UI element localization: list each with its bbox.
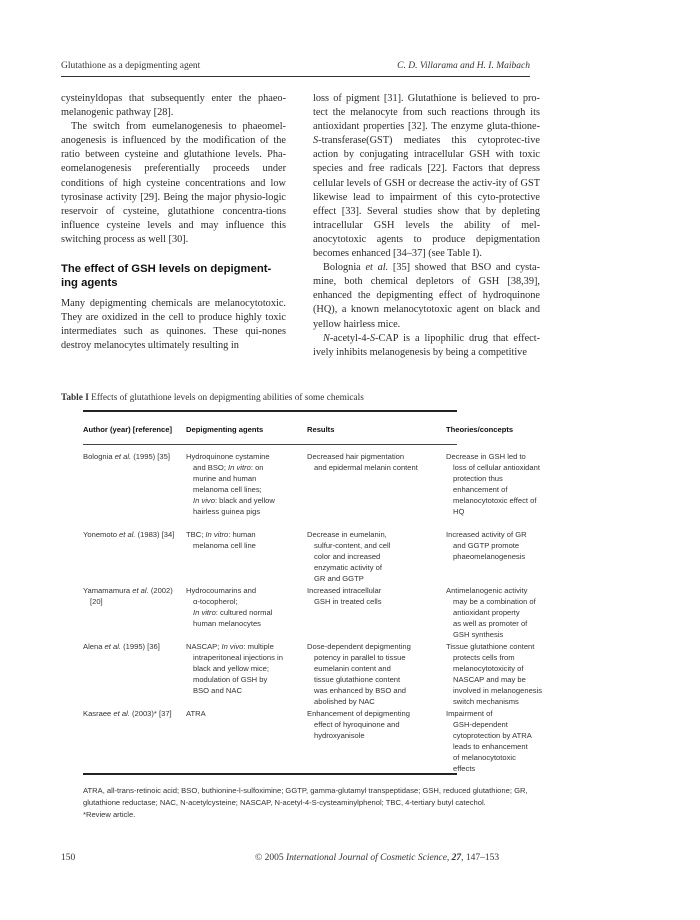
cell-line: Impairment of <box>446 709 493 718</box>
table-top-rule <box>83 410 457 412</box>
cell-line: murine and human <box>193 474 257 484</box>
table-cell-results <box>307 641 433 708</box>
header-rule <box>61 76 530 77</box>
section-heading: The effect of GSH levels on depigment-ing agents <box>61 263 272 290</box>
column-header-author: Author (year) [reference] <box>83 425 173 434</box>
cell-line: cytoprotection by ATRA <box>453 731 532 741</box>
volume: 27 <box>451 853 462 863</box>
cell-line: Kasraee et al. (2003)* [37] <box>83 709 172 718</box>
paragraph: The switch from eumelanogenesis to phaeomel-anogenesis is influenced by the modification of the ratio between cysteine and glutathione levels. Pha-eomelanogenesis preferentially proceeds under conditions of high cysteine concentrations and low tyrosinase activity [29]. Being the major physio-logic reservoir of cysteine, glutathione concentra-tions influence cysteine levels and may influence this switching process as well [30]. <box>61 121 286 245</box>
cell-line: Decreased hair pigmentation <box>307 452 405 461</box>
table-cell-theories <box>446 585 566 640</box>
cell-line: ATRA <box>186 709 206 718</box>
cell-line: potency in parallel to tissue <box>314 653 406 663</box>
table-cell-theories <box>446 451 566 518</box>
cell-line: Decrease in GSH led to <box>446 452 526 461</box>
cell-line: may be a combination of <box>453 597 536 607</box>
cell-line: tissue glutathione content <box>314 675 401 685</box>
table-cell-agents <box>186 529 296 551</box>
table-footnote <box>83 785 553 821</box>
cell-line: Dose-dependent depigmenting <box>307 642 411 651</box>
cell-line: Yonemoto et al. (1983) [34] <box>83 530 175 539</box>
table-cell-author <box>83 641 193 652</box>
running-header <box>61 61 530 71</box>
table-caption-text: Effects of glutathione levels on depigmenting abilities of some chemicals <box>88 393 364 403</box>
cell-line: melanoma cell lines; <box>193 485 262 495</box>
copyright-line: © 2005 International Journal of Cosmetic Science, 27, 147–153 <box>255 853 500 863</box>
table-cell-author <box>83 451 193 462</box>
cell-line: protects cells from <box>453 653 515 663</box>
cell-line: abolished by NAC <box>314 697 375 707</box>
paragraph: cysteinyldopas that subsequently enter the phaeo-melanogenic pathway [28]. <box>61 93 286 119</box>
table-cell-agents <box>186 451 296 518</box>
left-column <box>61 92 286 353</box>
cell-line: enzymatic activity of <box>314 563 382 573</box>
cell-line: α-tocopherol; <box>193 597 238 607</box>
cell-line: and GGTP promote <box>453 541 520 551</box>
paragraph: N-acetyl-4-S-CAP is a lipophilic drug that effect-ively inhibits melanogenesis by being a competitive <box>313 332 540 358</box>
cell-line: GSH synthesis <box>453 630 504 640</box>
footnote-line: glutathione reductase; NAC, N-acetylcysteine; NASCAP, N-acetyl-4-S-cysteaminylphenol; TBC, 4-tertiary butyl catechol. <box>83 798 486 807</box>
cell-line: Hydrocoumarins and <box>186 586 257 595</box>
cell-line: modulation of GSH by <box>193 675 268 685</box>
cell-line: color and increased <box>314 552 381 562</box>
table-caption <box>61 393 364 403</box>
cell-line: protection thus <box>453 474 503 484</box>
cell-line: Antimelanogenic activity <box>446 586 528 595</box>
cell-line: leads to enhancement <box>453 742 528 752</box>
paragraph: Many depigmenting chemicals are melanocytotoxic. They are oxidized in the cell to produce highly toxic intermediates such as quinones. These qui-nones destroy melanocytes ultimately resulting in <box>61 298 286 352</box>
cell-line: hydroxyanisole <box>314 731 365 741</box>
cell-line: BSO and NAC <box>193 686 242 696</box>
column-header-theories: Theories/concepts <box>446 425 514 434</box>
cell-line: as well as promoter of <box>453 619 528 629</box>
table-cell-author <box>83 708 193 719</box>
paragraph: loss of pigment [31]. Glutathione is believed to pro-tect the melanocyte from such reactions through its antioxidant properties [32]. The enzyme gluta-thione-S-transferase(GST) mediates this cytoprotec-tive action by conjugating intracellular GSH with toxic species and free radicals [22]. Factors that depress cellular levels of GSH or decrease the activ-ity of GST likewise lead to impairment of this cyto-protective effect [33]. Several studies show that by depleting intracellular GSH levels the ability of mel-anocytotoxic agents to produce depigmentation becomes enhanced [34–37] (see Table I). <box>313 93 540 260</box>
table-cell-agents <box>186 585 296 629</box>
cell-line: [20] <box>90 597 103 607</box>
cell-line: effects <box>453 764 476 774</box>
cell-line: loss of cellular antioxidant <box>453 463 540 473</box>
cell-line: intraperitoneal injections in <box>193 653 283 663</box>
cell-line: melanocytotoxicity of <box>453 664 524 674</box>
cell-line: Hydroquinone cystamine <box>186 452 270 461</box>
cell-line: Alena et al. (1995) [36] <box>83 642 160 651</box>
column-header-agents: Depigmenting agents <box>186 425 264 434</box>
table-cell-agents <box>186 708 296 719</box>
table-cell-results <box>307 451 433 473</box>
table-label: Table I <box>61 393 89 403</box>
cell-line: sulfur-content, and cell <box>314 541 391 551</box>
cell-line: In vitro: cultured normal <box>193 608 273 618</box>
cell-line: melanocytotoxic effect of <box>453 496 537 506</box>
cell-line: Decrease in eumelanin, <box>307 530 387 539</box>
running-header-title: Glutathione as a depigmenting agent <box>61 61 201 71</box>
cell-line: switch mechanisms <box>453 697 519 707</box>
cell-line: Bolognia et al. (1995) [35] <box>83 452 170 461</box>
cell-line: GSH-dependent <box>453 720 508 730</box>
cell-line: Increased activity of GR <box>446 530 527 539</box>
table-cell-author <box>83 585 193 607</box>
table-cell-theories <box>446 529 566 562</box>
table-bottom-rule <box>83 773 457 775</box>
cell-line: melanoma cell line <box>193 541 256 551</box>
column-header-results: Results <box>307 425 335 434</box>
cell-line: Increased intracellular <box>307 586 382 595</box>
page-number: 150 <box>61 853 76 863</box>
footnote-line: ATRA, all-trans-retinoic acid; BSO, buthionine-l-sulfoximine; GGTP, gamma-glutamyl transpeptidase; GSH, reduced glutathione; GR, <box>83 786 528 795</box>
footnote-line: *Review article. <box>83 810 136 819</box>
journal-name: International Journal of Cosmetic Science <box>285 853 447 863</box>
cell-line: effect of hyroquinone and <box>314 720 400 730</box>
cell-line: GR and GGTP <box>314 574 364 584</box>
cell-line: Yamamamura et al. (2002) <box>83 586 173 595</box>
cell-line: GSH in treated cells <box>314 597 382 607</box>
cell-line: eumelanin content and <box>314 664 391 674</box>
cell-line: involved in melanogenesis <box>453 686 543 696</box>
cell-line: enhancement of <box>453 485 508 495</box>
cell-line: phaeomelanogenesis <box>453 552 526 562</box>
table-cell-theories <box>446 708 566 775</box>
running-header-authors: C. D. Villarama and H. I. Maibach <box>397 61 530 71</box>
right-column <box>313 92 540 360</box>
cell-line: TBC; In vitro: human <box>186 530 256 539</box>
cell-line: Enhancement of depigmenting <box>307 709 411 718</box>
cell-line: HQ <box>453 507 465 517</box>
cell-line: hairless guinea pigs <box>193 507 261 517</box>
table-cell-author <box>83 529 193 540</box>
cell-line: and BSO; In vitro: on <box>193 463 264 473</box>
table-cell-theories <box>446 641 566 708</box>
table-cell-results <box>307 585 433 607</box>
cell-line: Tissue glutathione content <box>446 642 535 651</box>
table-cell-results <box>307 529 433 584</box>
cell-line: black and yellow mice; <box>193 664 269 674</box>
cell-line: human melanocytes <box>193 619 261 629</box>
table-cell-results <box>307 708 433 741</box>
paragraph: Bolognia et al. [35] showed that BSO and cysta-mine, both chemical depletors of GSH [38,39], enhanced the depigmenting effect of hydroquinone (HQ), a known melanocytotoxic agent on black and yellow hairless mice. <box>313 262 541 330</box>
table-cell-agents <box>186 641 296 696</box>
cell-line: NASCAP; In vivo: multiple <box>186 642 274 651</box>
table-header-rule <box>83 444 457 445</box>
cell-line: In vivo: black and yellow <box>193 496 275 506</box>
cell-line: of melanocytotoxic <box>453 753 516 763</box>
cell-line: and epidermal melanin content <box>314 463 418 473</box>
cell-line: NASCAP and may be <box>453 675 526 685</box>
cell-line: antioxidant property <box>453 608 520 618</box>
cell-line: was enhanced by BSO and <box>314 686 407 696</box>
